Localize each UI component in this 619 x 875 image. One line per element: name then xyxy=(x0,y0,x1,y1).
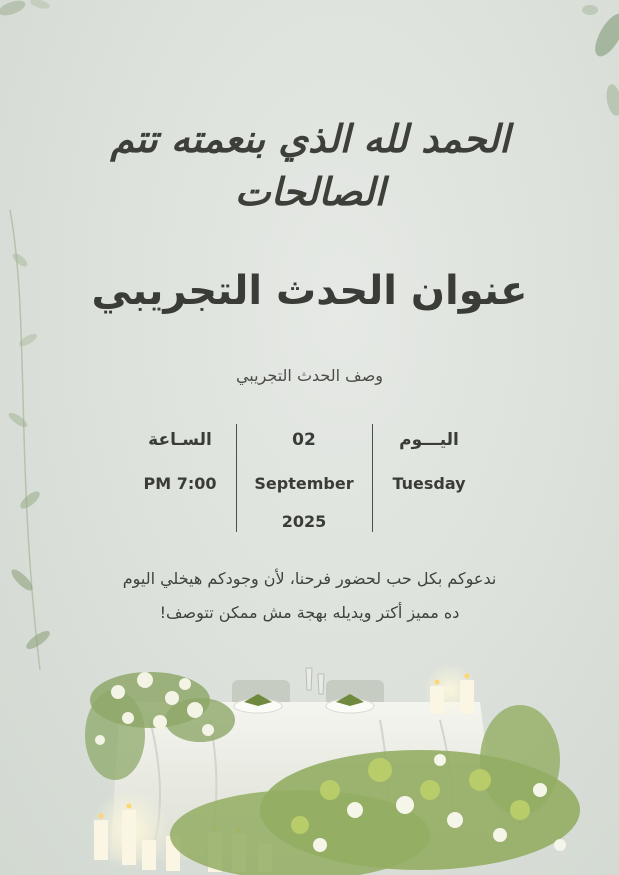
date-year: 2025 xyxy=(281,512,327,531)
time-label: السـاعة xyxy=(148,430,212,450)
time-value: PM 7:00 xyxy=(143,474,217,493)
event-title: عنوان الحدث التجريبي xyxy=(91,268,528,314)
date-column xyxy=(240,427,368,541)
invitation-message xyxy=(40,562,579,630)
time-column xyxy=(120,427,240,503)
calligraphy-heading: الحمد لله الذي بنعمته تتم الصالحات xyxy=(110,116,510,215)
wedding-table-illustration xyxy=(0,640,619,875)
invitation-line-1: ندعوكم بكل حب لحضور فرحنا، لأن وجودكم هيخلي اليوم xyxy=(122,569,497,588)
day-label: اليـــوم xyxy=(399,430,459,450)
day-column xyxy=(368,427,490,503)
day-value: Tuesday xyxy=(392,474,466,493)
top-right-leaves-icon xyxy=(560,0,619,140)
divider-right xyxy=(372,424,373,532)
date-day: 02 xyxy=(292,430,316,450)
event-description: وصف الحدث التجريبي xyxy=(235,366,384,385)
date-month: September xyxy=(254,474,354,493)
top-left-leaves-icon xyxy=(0,0,80,40)
invitation-line-2: ده مميز أكتر ويديله بهجة مش ممكن تتوصف! xyxy=(159,603,460,622)
